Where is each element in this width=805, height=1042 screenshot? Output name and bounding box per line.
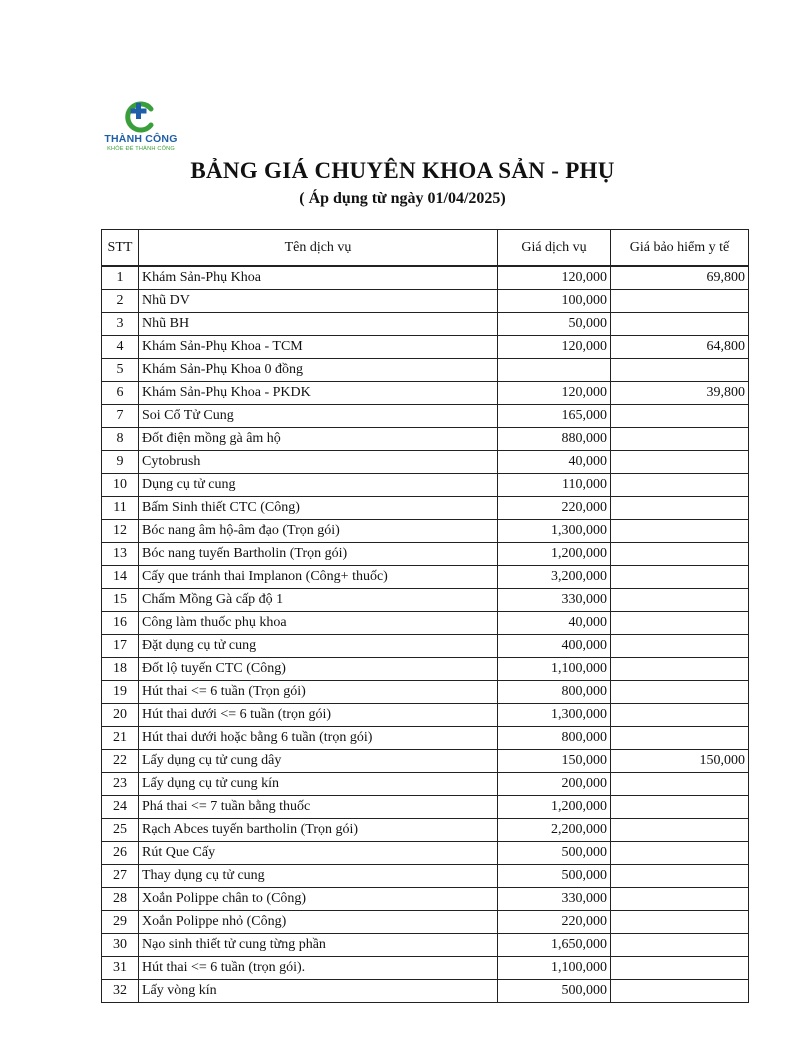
cell-service: Đặt dụng cụ tử cung: [139, 635, 498, 658]
cell-insurance: [611, 566, 749, 589]
cell-price: 500,000: [498, 842, 611, 865]
logo-name: THÀNH CÔNG: [104, 133, 178, 145]
cell-insurance: [611, 635, 749, 658]
column-header-insurance: Giá bảo hiểm y tế: [611, 230, 749, 267]
cell-price: 3,200,000: [498, 566, 611, 589]
cell-stt: 22: [102, 750, 139, 773]
cell-price: 220,000: [498, 911, 611, 934]
cell-insurance: [611, 911, 749, 934]
table-row: [102, 290, 749, 313]
cell-insurance: [611, 819, 749, 842]
cell-insurance: [611, 727, 749, 750]
cell-stt: 24: [102, 796, 139, 819]
cell-price: 1,200,000: [498, 543, 611, 566]
table-row: [102, 428, 749, 451]
clinic-logo: [98, 100, 188, 160]
table-row: [102, 658, 749, 681]
table-row: [102, 359, 749, 382]
cell-insurance: 39,800: [611, 382, 749, 405]
cell-price: 330,000: [498, 589, 611, 612]
cell-stt: 1: [102, 266, 139, 290]
cell-service: Khám Sản-Phụ Khoa: [139, 266, 498, 290]
table-row: [102, 382, 749, 405]
cell-price: 400,000: [498, 635, 611, 658]
table-row: [102, 336, 749, 359]
page-subtitle: ( Áp dụng từ ngày 01/04/2025): [299, 190, 506, 207]
cell-insurance: [611, 520, 749, 543]
table-row: [102, 773, 749, 796]
cell-insurance: [611, 313, 749, 336]
cell-service: Phá thai <= 7 tuần bằng thuốc: [139, 796, 498, 819]
cell-price: 1,100,000: [498, 957, 611, 980]
table-body: [102, 266, 749, 1003]
table-row: [102, 474, 749, 497]
cell-stt: 15: [102, 589, 139, 612]
cell-stt: 6: [102, 382, 139, 405]
cell-service: Đốt điện mồng gà âm hộ: [139, 428, 498, 451]
table-row: [102, 796, 749, 819]
cell-service: Bóc nang âm hộ-âm đạo (Trọn gói): [139, 520, 498, 543]
table-row: [102, 957, 749, 980]
column-header-price: Giá dịch vụ: [498, 230, 611, 267]
table-row: [102, 451, 749, 474]
cell-price: 500,000: [498, 980, 611, 1003]
table-row: [102, 589, 749, 612]
cell-stt: 17: [102, 635, 139, 658]
cell-price: 100,000: [498, 290, 611, 313]
cell-price: 1,300,000: [498, 520, 611, 543]
cell-service: Chấm Mồng Gà cấp độ 1: [139, 589, 498, 612]
cell-insurance: [611, 865, 749, 888]
table-row: [102, 266, 749, 290]
table-row: [102, 934, 749, 957]
cell-price: 220,000: [498, 497, 611, 520]
table-row: [102, 727, 749, 750]
cell-price: 330,000: [498, 888, 611, 911]
cell-price: 1,650,000: [498, 934, 611, 957]
cell-service: Đốt lộ tuyến CTC (Công): [139, 658, 498, 681]
table-row: [102, 520, 749, 543]
column-header-service: Tên dịch vụ: [139, 230, 498, 267]
cell-stt: 32: [102, 980, 139, 1003]
cell-stt: 11: [102, 497, 139, 520]
cell-stt: 23: [102, 773, 139, 796]
cell-stt: 30: [102, 934, 139, 957]
cell-service: Hút thai dưới hoặc bằng 6 tuần (trọn gói): [139, 727, 498, 750]
cell-insurance: [611, 405, 749, 428]
table-row: [102, 681, 749, 704]
cell-service: Rút Que Cấy: [139, 842, 498, 865]
cell-insurance: [611, 451, 749, 474]
cell-service: Soi Cổ Tử Cung: [139, 405, 498, 428]
cell-insurance: [611, 589, 749, 612]
cell-service: Công làm thuốc phụ khoa: [139, 612, 498, 635]
cell-stt: 25: [102, 819, 139, 842]
cell-insurance: [611, 888, 749, 911]
page-title: BẢNG GIÁ CHUYÊN KHOA SẢN - PHỤ: [190, 158, 615, 183]
table-row: [102, 911, 749, 934]
cell-insurance: [611, 681, 749, 704]
cell-stt: 13: [102, 543, 139, 566]
table-row: [102, 750, 749, 773]
cell-price: 800,000: [498, 727, 611, 750]
cell-service: Xoắn Polippe nhỏ (Công): [139, 911, 498, 934]
table-header-row: [102, 230, 749, 267]
cell-insurance: [611, 957, 749, 980]
cell-service: Bấm Sinh thiết CTC (Công): [139, 497, 498, 520]
cell-stt: 8: [102, 428, 139, 451]
cell-stt: 31: [102, 957, 139, 980]
cell-insurance: [611, 658, 749, 681]
cell-price: 800,000: [498, 681, 611, 704]
table-row: [102, 819, 749, 842]
cell-stt: 16: [102, 612, 139, 635]
table-row: [102, 980, 749, 1003]
cell-price: 120,000: [498, 382, 611, 405]
cell-stt: 18: [102, 658, 139, 681]
medical-cross-logo-icon: [120, 100, 160, 134]
cell-insurance: [611, 497, 749, 520]
cell-stt: 10: [102, 474, 139, 497]
cell-service: Nhũ BH: [139, 313, 498, 336]
cell-price: 150,000: [498, 750, 611, 773]
cell-insurance: [611, 543, 749, 566]
cell-price: [498, 359, 611, 382]
cell-insurance: [611, 934, 749, 957]
cell-stt: 28: [102, 888, 139, 911]
table-row: [102, 405, 749, 428]
cell-insurance: [611, 290, 749, 313]
cell-insurance: [611, 842, 749, 865]
cell-service: Nạo sinh thiết tử cung từng phần: [139, 934, 498, 957]
logo-tagline: KHỎE ĐỂ THÀNH CÔNG: [107, 146, 175, 152]
cell-price: 110,000: [498, 474, 611, 497]
cell-service: Hút thai <= 6 tuần (trọn gói).: [139, 957, 498, 980]
cell-service: Bóc nang tuyến Bartholin (Trọn gói): [139, 543, 498, 566]
cell-price: 1,200,000: [498, 796, 611, 819]
cell-price: 500,000: [498, 865, 611, 888]
cell-service: Khám Sản-Phụ Khoa - PKDK: [139, 382, 498, 405]
cell-service: Lấy dụng cụ tử cung kín: [139, 773, 498, 796]
cell-price: 50,000: [498, 313, 611, 336]
table-row: [102, 497, 749, 520]
cell-service: Xoắn Polippe chân to (Công): [139, 888, 498, 911]
cell-insurance: [611, 773, 749, 796]
cell-service: Dụng cụ tử cung: [139, 474, 498, 497]
cell-price: 1,100,000: [498, 658, 611, 681]
table-row: [102, 635, 749, 658]
table-row: [102, 865, 749, 888]
cell-insurance: 64,800: [611, 336, 749, 359]
cell-price: 165,000: [498, 405, 611, 428]
cell-stt: 9: [102, 451, 139, 474]
cell-stt: 12: [102, 520, 139, 543]
cell-service: Khám Sản-Phụ Khoa - TCM: [139, 336, 498, 359]
cell-insurance: [611, 704, 749, 727]
cell-price: 880,000: [498, 428, 611, 451]
cell-insurance: [611, 796, 749, 819]
cell-insurance: 150,000: [611, 750, 749, 773]
table-row: [102, 704, 749, 727]
cell-stt: 7: [102, 405, 139, 428]
cell-service: Nhũ DV: [139, 290, 498, 313]
cell-price: 2,200,000: [498, 819, 611, 842]
cell-stt: 27: [102, 865, 139, 888]
cell-insurance: [611, 980, 749, 1003]
table-row: [102, 842, 749, 865]
cell-service: Khám Sản-Phụ Khoa 0 đồng: [139, 359, 498, 382]
table-row: [102, 566, 749, 589]
cell-service: Lấy dụng cụ tử cung dây: [139, 750, 498, 773]
cell-stt: 2: [102, 290, 139, 313]
cell-stt: 5: [102, 359, 139, 382]
cell-service: Hút thai <= 6 tuần (Trọn gói): [139, 681, 498, 704]
cell-stt: 26: [102, 842, 139, 865]
cell-insurance: [611, 474, 749, 497]
column-header-stt: STT: [102, 230, 139, 267]
cell-price: 200,000: [498, 773, 611, 796]
cell-service: Rạch Abces tuyến bartholin (Trọn gói): [139, 819, 498, 842]
cell-stt: 29: [102, 911, 139, 934]
cell-stt: 3: [102, 313, 139, 336]
cell-service: Cấy que tránh thai Implanon (Công+ thuốc): [139, 566, 498, 589]
cell-price: 120,000: [498, 336, 611, 359]
cell-insurance: [611, 428, 749, 451]
price-table: [101, 229, 749, 1003]
cell-service: Lấy vòng kín: [139, 980, 498, 1003]
table-row: [102, 612, 749, 635]
cell-service: Cytobrush: [139, 451, 498, 474]
cell-stt: 14: [102, 566, 139, 589]
cell-price: 1,300,000: [498, 704, 611, 727]
cell-insurance: [611, 612, 749, 635]
cell-insurance: [611, 359, 749, 382]
table-row: [102, 313, 749, 336]
cell-price: 40,000: [498, 612, 611, 635]
cell-price: 120,000: [498, 266, 611, 290]
cell-stt: 20: [102, 704, 139, 727]
cell-stt: 4: [102, 336, 139, 359]
cell-service: Thay dụng cụ tử cung: [139, 865, 498, 888]
cell-service: Hút thai dưới <= 6 tuần (trọn gói): [139, 704, 498, 727]
cell-price: 40,000: [498, 451, 611, 474]
table-row: [102, 543, 749, 566]
table-row: [102, 888, 749, 911]
cell-insurance: 69,800: [611, 266, 749, 290]
cell-stt: 19: [102, 681, 139, 704]
cell-stt: 21: [102, 727, 139, 750]
